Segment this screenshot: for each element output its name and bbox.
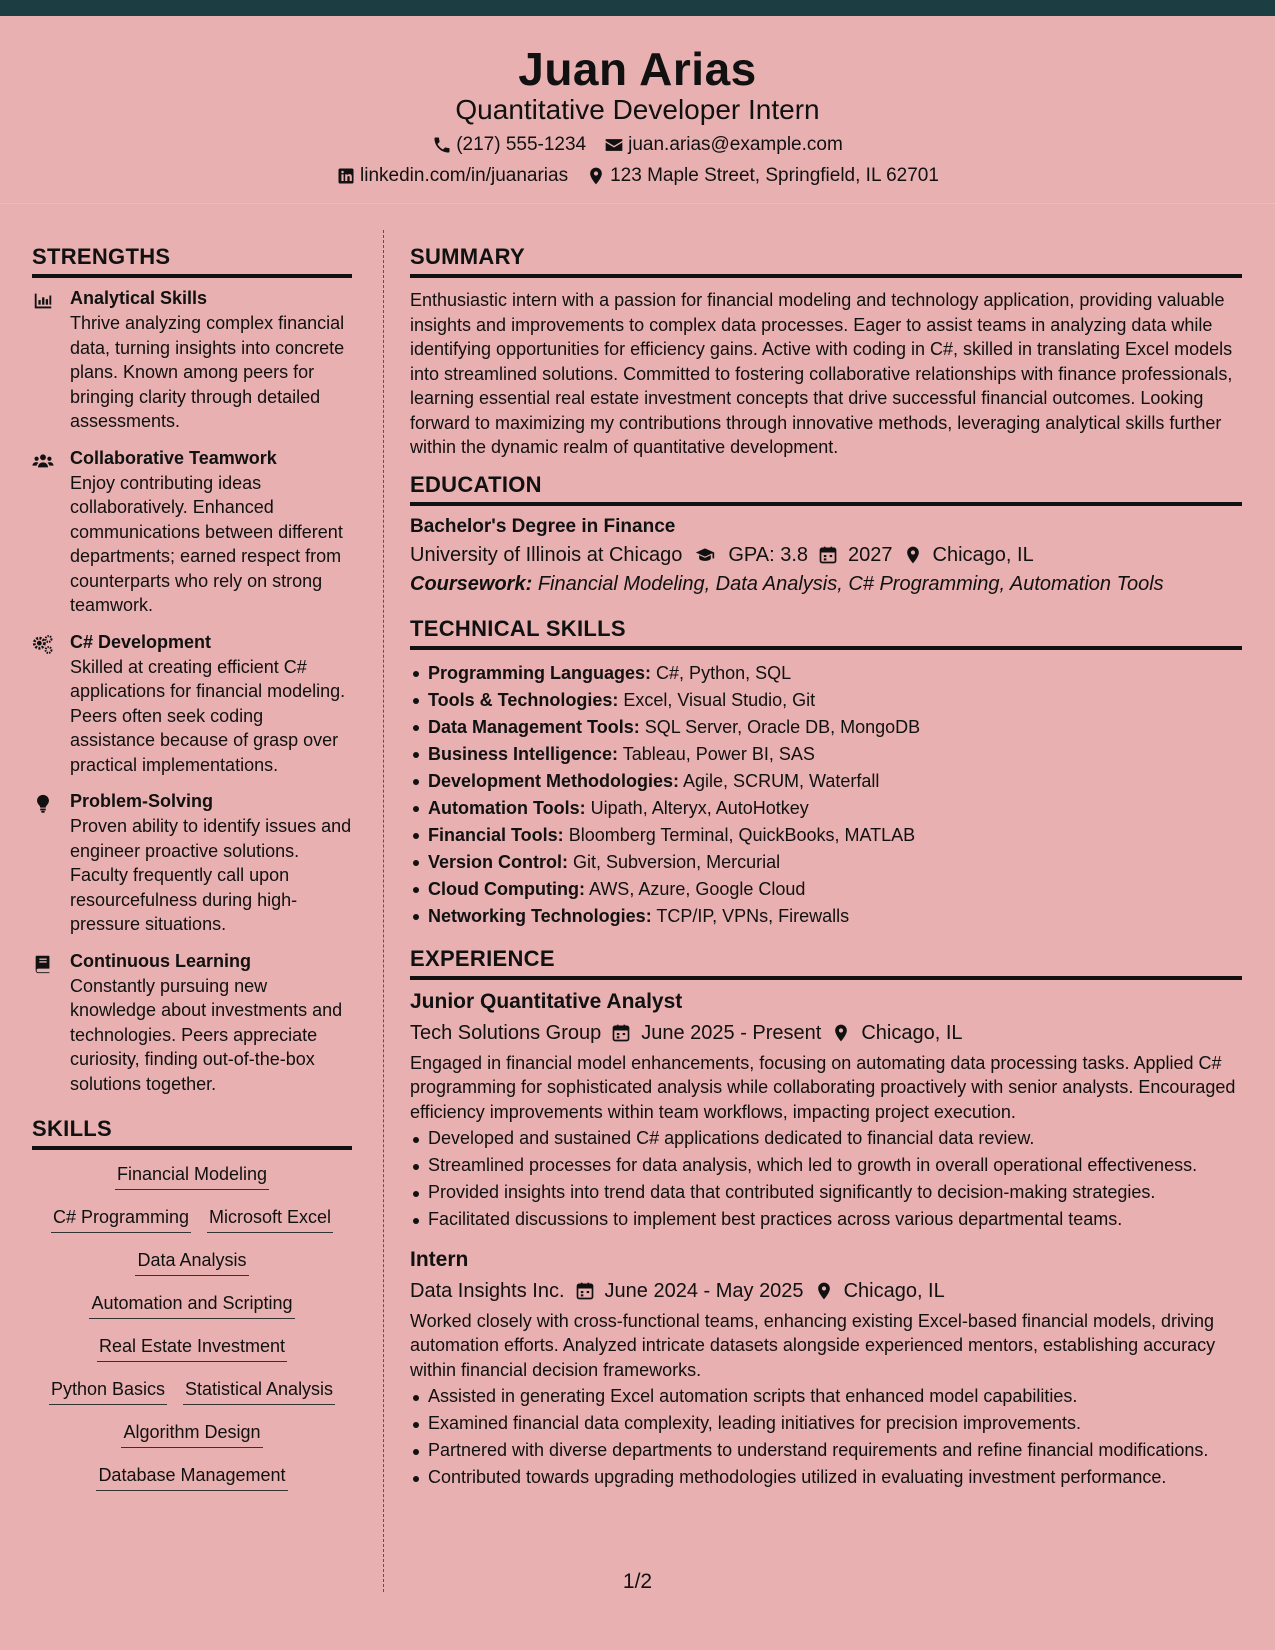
skill-tag: Algorithm Design — [121, 1420, 262, 1448]
list-item: Facilitated discussions to implement best practices across various departmental teams. — [410, 1207, 1242, 1232]
strengths-heading: STRENGTHS — [32, 244, 352, 278]
users-icon — [32, 450, 54, 472]
list-item: Contributed towards upgrading methodologies utilized in evaluating investment performance. — [410, 1465, 1242, 1490]
skill-tag: Statistical Analysis — [183, 1377, 335, 1405]
skill-tag: Automation and Scripting — [89, 1291, 294, 1319]
email-text[interactable]: juan.arias@example.com — [628, 134, 843, 155]
skill-tag: Python Basics — [49, 1377, 167, 1405]
degree-title: Bachelor's Degree in Finance — [410, 515, 676, 537]
education-heading: EDUCATION — [410, 472, 1242, 506]
graduation-year: 2027 — [848, 543, 893, 566]
job-meta — [410, 1280, 1242, 1303]
email-contact[interactable] — [604, 134, 843, 156]
strength-text: Enjoy contributing ideas collaboratively. Enhanced communications between different departments; earned respect from counterparts who rely on strong teamwork. — [70, 472, 343, 615]
list-item: Partnered with diverse departments to understand requirements and refine financial modifications. — [410, 1438, 1242, 1463]
candidate-title: Quantitative Developer Intern — [455, 94, 820, 125]
skill-tag: Data Analysis — [135, 1248, 248, 1276]
list-item: Provided insights into trend data that contributed significantly to decision-making strategies. — [410, 1180, 1242, 1205]
job-title: Intern — [410, 1247, 469, 1271]
job-meta — [410, 1022, 1242, 1045]
school-location: Chicago, IL — [932, 543, 1034, 566]
strength-title: Problem-Solving — [70, 791, 214, 811]
list-item: Assisted in generating Excel automation scripts that enhanced model capabilities. — [410, 1384, 1242, 1409]
skill-tag: Real Estate Investment — [97, 1334, 287, 1362]
list-item: Tools & Technologies: Excel, Visual Studio, Git — [410, 687, 1242, 714]
strength-item — [32, 288, 352, 434]
list-item: Development Methodologies: Agile, SCRUM, Waterfall — [410, 768, 1242, 795]
strength-item — [32, 448, 352, 618]
strength-title: Continuous Learning — [70, 950, 251, 971]
page-number: 1/2 — [622, 1570, 653, 1593]
education-meta — [410, 544, 1242, 567]
book-icon — [32, 953, 54, 975]
skill-tag: Financial Modeling — [115, 1162, 269, 1190]
phone-contact — [432, 134, 586, 156]
coursework — [410, 573, 1242, 596]
technical-skills-heading: TECHNICAL SKILLS — [410, 616, 1242, 650]
list-item: Automation Tools: Uipath, Alteryx, AutoHotkey — [410, 795, 1242, 822]
column-divider — [383, 230, 384, 1592]
skills-list — [32, 1162, 352, 1491]
gpa-text: GPA: 3.8 — [728, 543, 809, 566]
contact-row-2 — [0, 165, 1275, 187]
list-item: Version Control: Git, Subversion, Mercurial — [410, 849, 1242, 876]
gears-icon — [32, 634, 54, 656]
job-entry — [410, 990, 1242, 1232]
strength-text: Skilled at creating efficient C# applications for financial modeling. Peers often seek coding assistance because of grasp over practical implementations. — [70, 656, 346, 775]
strength-text: Constantly pursuing new knowledge about investments and technologies. Peers appreciate curiosity, finding out-of-the-box solutions together. — [70, 975, 343, 1094]
job-dates: June 2025 - Present — [641, 1021, 822, 1044]
list-item: Programming Languages: C#, Python, SQL — [410, 660, 1242, 687]
technical-skills-list — [410, 660, 1242, 930]
summary-text: Enthusiastic intern with a passion for financial modeling and technology application, providing valuable insights and improvements to complex data processes. Eager to assist teams in analyzing data while identifying opportunities for efficiency gains. Active with coding in C#, skilled in translating Excel models into streamlined solutions. Committed to fostering collaborative relationships with finance professionals, learning essential real estate investment concepts that drive successful financial outcomes. Looking forward to maximizing my contributions through innovative methods, leveraging analytical skills further within the dynamic realm of quantitative development. — [410, 290, 1233, 457]
list-item: Cloud Computing: AWS, Azure, Google Cloud — [410, 876, 1242, 903]
bar-chart-icon — [32, 290, 54, 312]
resume-header — [0, 16, 1275, 204]
address-text: 123 Maple Street, Springfield, IL 62701 — [610, 165, 939, 186]
strength-item — [32, 632, 352, 778]
calendar-icon — [575, 1281, 595, 1301]
job-location: Chicago, IL — [843, 1279, 945, 1302]
job-description: Worked closely with cross-functional teams, enhancing existing Excel-based financial models, driving automation efforts. Analyzed intricate datasets alongside experienced mentors, establishing accuracy within financial decision frameworks. — [410, 1310, 1216, 1380]
list-item: Networking Technologies: TCP/IP, VPNs, Firewalls — [410, 903, 1242, 930]
list-item: Business Intelligence: Tableau, Power BI, SAS — [410, 741, 1242, 768]
list-item: Data Management Tools: SQL Server, Oracle DB, MongoDB — [410, 714, 1242, 741]
address-contact — [586, 165, 939, 187]
calendar-icon — [818, 545, 838, 565]
coursework-label: Coursework: — [410, 572, 533, 595]
job-bullets — [410, 1384, 1242, 1490]
skills-heading: SKILLS — [32, 1116, 352, 1150]
left-column — [32, 244, 352, 1506]
strength-title: C# Development — [70, 631, 212, 652]
linkedin-text[interactable]: linkedin.com/in/juanarias — [360, 165, 569, 186]
linkedin-contact[interactable] — [336, 165, 568, 187]
job-location: Chicago, IL — [861, 1021, 963, 1044]
calendar-icon — [611, 1023, 631, 1043]
skill-tag: C# Programming — [51, 1205, 191, 1233]
map-pin-icon — [831, 1023, 851, 1043]
top-accent-bar — [0, 0, 1275, 16]
lightbulb-icon — [32, 793, 54, 815]
list-item: Streamlined processes for data analysis, which led to growth in overall operational effectiveness. — [410, 1153, 1242, 1178]
company-name: Data Insights Inc. — [410, 1279, 565, 1302]
job-dates: June 2024 - May 2025 — [604, 1279, 804, 1302]
job-description: Engaged in financial model enhancements, focusing on automating data processing tasks. Applied C# programming for sophisticated analysis while collaborating proactively with senior analysts. Encouraged efficiency improvements within team workflows, impacting project execution. — [410, 1052, 1236, 1122]
job-entry — [410, 1248, 1242, 1490]
skill-tag: Microsoft Excel — [207, 1205, 333, 1233]
map-pin-icon — [814, 1281, 834, 1301]
school-name: University of Illinois at Chicago — [410, 543, 683, 566]
strength-title: Analytical Skills — [70, 288, 208, 308]
job-title: Junior Quantitative Analyst — [410, 989, 683, 1013]
phone-icon — [432, 135, 452, 155]
candidate-name: Juan Arias — [518, 43, 757, 95]
right-column — [410, 244, 1242, 1506]
strength-text: Proven ability to identify issues and engineer proactive solutions. Faculty frequently call upon resourcefulness during high-pressure situations. — [70, 816, 352, 934]
envelope-icon — [604, 135, 624, 155]
strength-title: Collaborative Teamwork — [70, 447, 277, 468]
linkedin-icon — [336, 166, 356, 186]
list-item: Examined financial data complexity, leading initiatives for precision improvements. — [410, 1411, 1242, 1436]
strength-text: Thrive analyzing complex financial data, turning insights into concrete plans. Known among peers for bringing clarity through detailed assessments. — [70, 313, 345, 431]
experience-heading: EXPERIENCE — [410, 946, 1242, 980]
graduation-cap-icon — [692, 545, 718, 565]
strength-item — [32, 951, 352, 1097]
phone-text: (217) 555-1234 — [456, 134, 587, 155]
coursework-list: Financial Modeling, Data Analysis, C# Programming, Automation Tools — [537, 572, 1164, 595]
summary-heading: SUMMARY — [410, 244, 1242, 278]
contact-row-1 — [0, 134, 1275, 156]
skill-tag: Database Management — [96, 1463, 287, 1491]
map-pin-icon — [903, 545, 923, 565]
company-name: Tech Solutions Group — [410, 1021, 602, 1044]
map-pin-icon — [586, 166, 606, 186]
list-item: Financial Tools: Bloomberg Terminal, QuickBooks, MATLAB — [410, 822, 1242, 849]
strength-item — [32, 791, 352, 937]
list-item: Developed and sustained C# applications dedicated to financial data review. — [410, 1126, 1242, 1151]
job-bullets — [410, 1126, 1242, 1232]
